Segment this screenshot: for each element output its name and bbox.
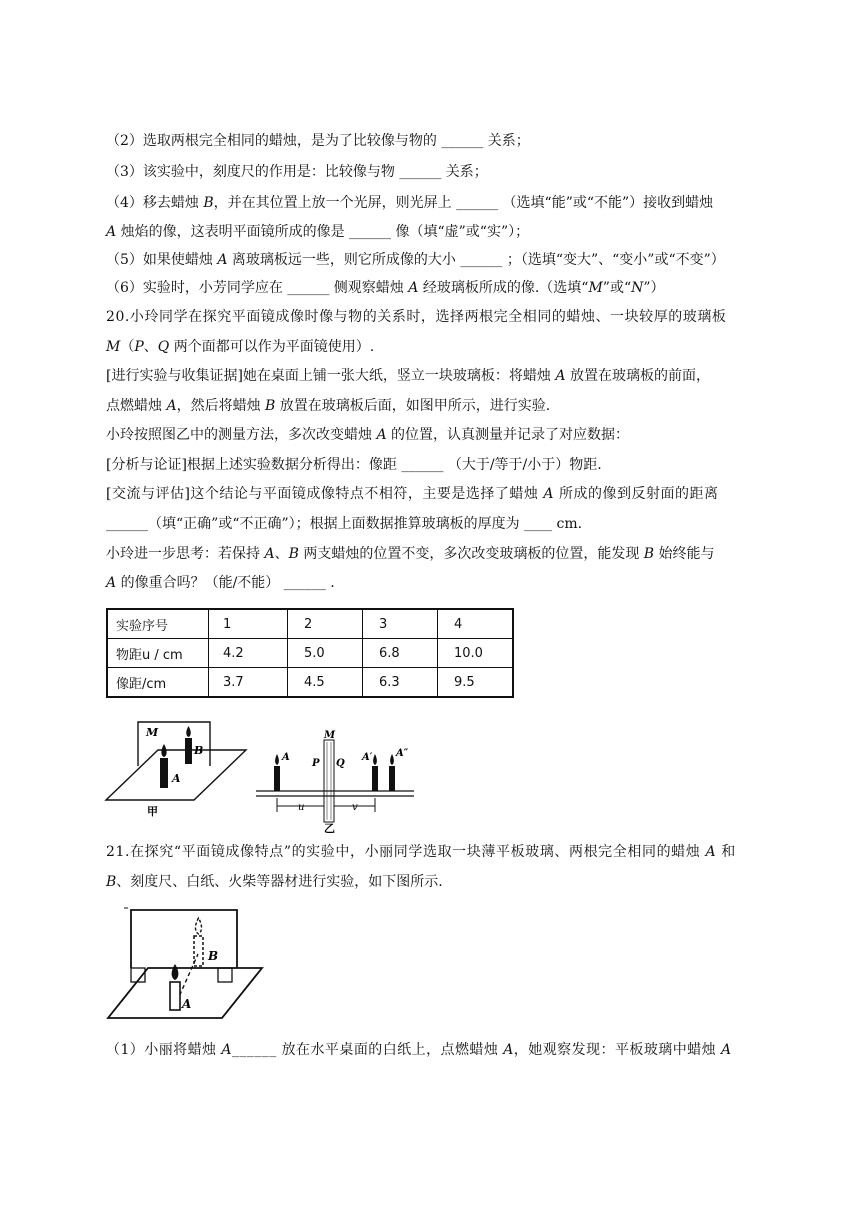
- table-row: [107, 609, 513, 639]
- figure-yi: [254, 724, 434, 834]
- q20-line-2: M（P、Q 两个面都可以作为平面镜使用）.: [106, 339, 375, 355]
- q21-line-2: B、刻度尺、白纸、火柴等器材进行实验，如下图所示.: [106, 874, 443, 890]
- fig21-label-b: B: [208, 949, 219, 963]
- fig-jia-label-b: B: [194, 744, 204, 757]
- q20-line-3: [进行实验与收集证据]她在桌面上铺一张大纸，竖立一块玻璃板：将蜡烛 A 放置在玻璃板的前面，: [106, 368, 710, 384]
- q20-line-8: ______（填“正确”或“不正确”）；根据上面数据推算玻璃板的厚度为 ____ cm.: [106, 516, 583, 532]
- fig-yi-label-p: P: [312, 758, 320, 769]
- fig-yi-label-m: M: [324, 730, 336, 741]
- q20-line-4: 点燃蜡烛 A，然后将蜡烛 B 放置在玻璃板后面，如图甲所示，进行实验.: [106, 398, 551, 414]
- q20-line-1: 20.小玲同学在探究平面镜成像时像与物的关系时，选择两根完全相同的蜡烛、一块较厚的玻璃板: [106, 309, 727, 325]
- table-header-cell: 3: [363, 609, 438, 639]
- fig-yi-label-v: v: [352, 802, 358, 813]
- q19-item-6: （6）实验时，小芳同学应在 ______ 侧观察蜡烛 A 经玻璃板所成的像.（选填“M”或“N”）: [106, 280, 665, 296]
- table-cell: 6.8: [363, 639, 438, 668]
- q19-item-4-line2: A 烛焰的像，这表明平面镜所成的像是 ______ 像（填“虚”或“实”）；: [106, 224, 530, 240]
- table-row: [107, 668, 513, 698]
- table-cell: 6.3: [363, 668, 438, 698]
- fig-yi-caption: 乙: [324, 822, 335, 834]
- table-header-cell: 2: [288, 609, 363, 639]
- fig-yi-label-q: Q: [336, 758, 345, 769]
- fig-jia-caption: 甲: [147, 805, 158, 818]
- table-cell: 5.0: [288, 639, 363, 668]
- table-cell: 3.7: [209, 668, 288, 698]
- q20-line-9: 小玲进一步思考：若保持 A、B 两支蜡烛的位置不变，多次改变玻璃板的位置，能发现 B 始终能与: [106, 546, 715, 562]
- figure-21: [104, 904, 266, 1026]
- q19-item-4-line1: （4）移去蜡烛 B，并在其位置上放一个光屏，则光屏上 ______ （选填“能”或“不能”）接收到蜡烛: [106, 195, 714, 211]
- q19-item-2: （2）选取两根完全相同的蜡烛，是为了比较像与物的 ______ 关系；: [106, 133, 530, 149]
- q20-line-7: [交流与评估]这个结论与平面镜成像特点不相符，主要是选择了蜡烛 A 所成的像到反射面的距离: [106, 486, 719, 502]
- table-header-cell: 4: [438, 609, 514, 639]
- table-cell: 物距u / cm: [107, 639, 209, 668]
- table-row: [107, 639, 513, 668]
- table-header-cell: 实验序号: [107, 609, 209, 639]
- table-cell: 10.0: [438, 639, 514, 668]
- fig21-label-a: A: [182, 997, 192, 1011]
- q20-line-6: [分析与论证]根据上述实验数据分析得出：像距 ______ （大于/等于/小于）物距.: [106, 457, 602, 473]
- table-cell: 9.5: [438, 668, 514, 698]
- q21-line-3: （1）小丽将蜡烛 A______ 放在水平桌面的白纸上，点燃蜡烛 A，她观察发现：平板玻璃中蜡烛 A: [106, 1042, 732, 1058]
- table-cell: 像距/cm: [107, 668, 209, 698]
- q19-item-5: （5）如果使蜡烛 A 离玻璃板远一些，则它所成像的大小 ______ ；（选填“变大”、“变小”或“不变”）: [106, 252, 725, 268]
- figure-jia: [100, 714, 250, 818]
- table-cell: 4.2: [209, 639, 288, 668]
- fig-yi-label-a: A: [282, 752, 290, 763]
- fig-jia-label-m: M: [146, 726, 159, 739]
- fig-yi-label-u: u: [298, 802, 305, 813]
- q19-item-3: （3）该实验中，刻度尺的作用是：比较像与物 ______ 关系；: [106, 164, 488, 180]
- q21-line-1: 21.在探究“平面镜成像特点”的实验中，小丽同学选取一块薄平板玻璃、两根完全相同的蜡烛 A 和: [106, 844, 736, 860]
- q20-line-5: 小玲按照图乙中的测量方法，多次改变蜡烛 A 的位置，认真测量并记录了对应数据：: [106, 427, 630, 443]
- q20-line-10: A 的像重合吗？（能/不能） ______ .: [106, 575, 335, 591]
- experiment-data-table: [106, 608, 514, 698]
- fig-jia-label-a: A: [172, 772, 181, 785]
- fig-yi-label-a1: A′: [362, 752, 373, 763]
- fig-yi-label-a2: A″: [396, 748, 409, 759]
- table-header-cell: 1: [209, 609, 288, 639]
- table-cell: 4.5: [288, 668, 363, 698]
